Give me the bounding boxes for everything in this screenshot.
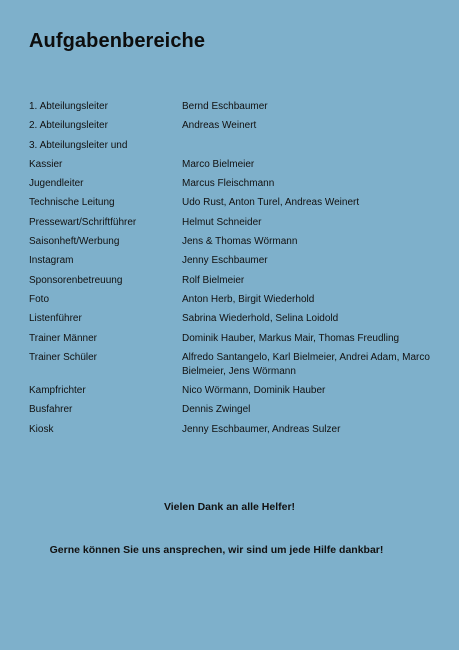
- role-label: Trainer Männer: [29, 332, 97, 344]
- list-item: [29, 274, 449, 288]
- role-label: Foto: [29, 293, 50, 305]
- role-label: Instagram: [29, 255, 74, 267]
- person-names: Jenny Eschbaumer: [182, 255, 268, 267]
- role-label: Pressewart/Schriftführer: [29, 216, 137, 228]
- list-item: [29, 235, 449, 249]
- person-names: Marco Bielmeier: [182, 158, 255, 170]
- role-label: Kampfrichter: [29, 385, 86, 397]
- list-item: [29, 351, 449, 379]
- person-names: Jens & Thomas Wörmann: [182, 236, 298, 248]
- role-label: Busfahrer: [29, 404, 73, 416]
- person-names: Marcus Fleischmann: [182, 178, 275, 190]
- list-item: [29, 177, 449, 191]
- person-names: Nico Wörmann, Dominik Hauber: [182, 385, 326, 397]
- role-label: Jugendleiter: [29, 178, 84, 190]
- thanks-message: Vielen Dank an alle Helfer!: [163, 501, 296, 513]
- role-label: Kiosk: [29, 423, 54, 435]
- role-label: Trainer Schüler: [29, 351, 97, 363]
- person-names: Anton Herb, Birgit Wiederhold: [182, 293, 315, 305]
- list-item: [29, 216, 449, 230]
- list-item: [29, 196, 449, 210]
- person-names: [182, 139, 449, 153]
- person-names: Alfredo Santangelo, Karl Bielmeier, Andrei Adam, Marco Bielmeier, Jens Wörmann: [182, 351, 430, 377]
- task-list: [29, 100, 449, 442]
- list-item: [29, 423, 449, 437]
- page-title: Aufgabenbereiche: [29, 30, 206, 52]
- person-names: Sabrina Wiederhold, Selina Loidold: [182, 313, 339, 325]
- list-item: [29, 312, 449, 326]
- person-names: Udo Rust, Anton Turel, Andreas Weinert: [182, 197, 360, 209]
- person-names: Dominik Hauber, Markus Mair, Thomas Freudling: [182, 332, 400, 344]
- person-names: Helmut Schneider: [182, 216, 262, 228]
- list-item: [29, 158, 449, 172]
- list-item: [29, 139, 449, 153]
- list-item: [29, 403, 449, 417]
- person-names: Rolf Bielmeier: [182, 274, 245, 286]
- list-item: [29, 332, 449, 346]
- role-label: Listenführer: [29, 313, 82, 325]
- list-item: [29, 119, 449, 133]
- contact-message: Gerne können Sie uns ansprechen, wir sind um jede Hilfe dankbar!: [49, 544, 384, 556]
- list-item: [29, 254, 449, 268]
- person-names: Dennis Zwingel: [182, 404, 251, 416]
- role-label: Kassier: [29, 158, 63, 170]
- person-names: Bernd Eschbaumer: [182, 101, 268, 112]
- role-label: 3. Abteilungsleiter und: [29, 139, 128, 151]
- role-label: Sponsorenbetreuung: [29, 274, 123, 286]
- person-names: Jenny Eschbaumer, Andreas Sulzer: [182, 423, 341, 435]
- role-label: Technische Leitung: [29, 197, 115, 209]
- person-names: Andreas Weinert: [182, 120, 257, 132]
- role-label: Saisonheft/Werbung: [29, 236, 120, 248]
- role-label: 1. Abteilungsleiter: [29, 101, 108, 112]
- list-item: [29, 100, 449, 114]
- list-item: [29, 384, 449, 398]
- role-label: 2. Abteilungsleiter: [29, 120, 108, 132]
- list-item: [29, 293, 449, 307]
